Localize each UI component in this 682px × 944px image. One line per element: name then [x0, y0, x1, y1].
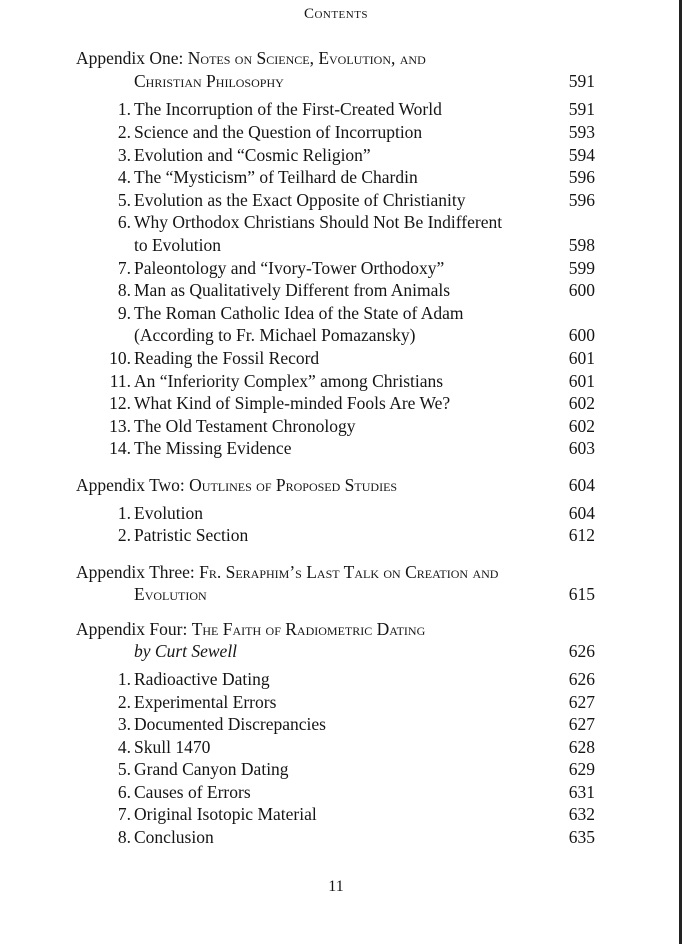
item-title: The Incorruption of the First-Created World — [134, 99, 442, 119]
item-title: Man as Qualitatively Different from Animals — [134, 280, 451, 300]
item-number: 14. — [109, 438, 131, 458]
item-page: 594 — [568, 145, 595, 165]
item-page: 604 — [568, 503, 595, 523]
item-number: 10. — [109, 348, 131, 368]
item-number: 9. — [117, 303, 131, 323]
item-title: Causes of Errors — [134, 782, 251, 802]
item-title: Original Isotopic Material — [134, 804, 317, 824]
appendix-prefix: Appendix Three: — [76, 562, 200, 582]
item-page: 596 — [568, 167, 595, 187]
page-number: 11 — [328, 878, 344, 895]
item-page: 635 — [568, 827, 595, 847]
item-number: 1. — [117, 669, 131, 689]
item-number: 2. — [117, 692, 131, 712]
page-header: Contents — [303, 6, 369, 22]
item-title: Patristic Section — [134, 525, 249, 545]
item-page: 598 — [568, 235, 595, 255]
item-title: Radioactive Dating — [134, 669, 270, 689]
item-page: 596 — [568, 190, 595, 210]
item-number: 6. — [117, 782, 131, 802]
appendix-page: 591 — [568, 71, 595, 91]
item-title: Documented Discrepancies — [134, 714, 326, 734]
appendix-title-cont: Evolution — [134, 584, 207, 604]
item-title-cont: (According to Fr. Michael Pomazansky) — [134, 325, 416, 345]
item-page: 628 — [568, 737, 595, 757]
item-page: 632 — [568, 804, 595, 824]
appendix-title: Fr. Seraphim’s Last Talk on Creation and — [199, 562, 499, 582]
appendix-two-heading — [76, 474, 397, 496]
item-number: 8. — [117, 280, 131, 300]
item-title: Reading the Fossil Record — [134, 348, 320, 368]
item-title: Why Orthodox Christians Should Not Be Indifferent — [134, 212, 503, 232]
item-page: 629 — [568, 759, 595, 779]
item-number: 1. — [117, 99, 131, 119]
item-title: An “Inferiority Complex” among Christians — [134, 371, 444, 391]
item-number: 5. — [117, 759, 131, 779]
appendix-page: 626 — [568, 641, 595, 661]
appendix-title-cont: Christian Philosophy — [134, 71, 284, 91]
item-page: 612 — [568, 525, 595, 545]
item-number: 3. — [117, 145, 131, 165]
item-title: Paleontology and “Ivory-Tower Orthodoxy” — [134, 258, 445, 278]
item-number: 6. — [117, 212, 131, 232]
item-number: 4. — [117, 167, 131, 187]
item-page: 602 — [568, 393, 595, 413]
item-title: Science and the Question of Incorruption — [134, 122, 423, 142]
item-number: 2. — [117, 525, 131, 545]
item-number: 8. — [117, 827, 131, 847]
item-title: Conclusion — [134, 827, 214, 847]
item-page: 600 — [568, 325, 595, 345]
item-page: 593 — [568, 122, 595, 142]
appendix-four-heading — [76, 618, 425, 640]
item-number: 2. — [117, 122, 131, 142]
item-title: Experimental Errors — [134, 692, 277, 712]
item-page: 591 — [568, 99, 595, 119]
item-number: 1. — [117, 503, 131, 523]
item-number: 5. — [117, 190, 131, 210]
item-title: The Old Testament Chronology — [134, 416, 356, 436]
item-title: The Missing Evidence — [134, 438, 292, 458]
item-number: 11. — [109, 371, 131, 391]
item-page: 601 — [568, 371, 595, 391]
item-page: 603 — [568, 438, 595, 458]
appendix-title: Notes on Science, Evolution, and — [187, 48, 426, 68]
appendix-one-heading — [76, 47, 426, 69]
item-title: The “Mysticism” of Teilhard de Chardin — [134, 167, 418, 187]
item-number: 13. — [109, 416, 131, 436]
appendix-three-heading — [76, 561, 498, 583]
item-page: 600 — [568, 280, 595, 300]
appendix-title: The Faith of Radiometric Dating — [191, 619, 426, 639]
item-title: What Kind of Simple-minded Fools Are We? — [134, 393, 451, 413]
item-title: Grand Canyon Dating — [134, 759, 289, 779]
item-number: 4. — [117, 737, 131, 757]
item-page: 631 — [568, 782, 595, 802]
item-title-cont: to Evolution — [134, 235, 222, 255]
appendix-byline: by Curt Sewell — [134, 641, 238, 661]
appendix-title: Outlines of Proposed Studies — [189, 475, 398, 495]
item-page: 599 — [568, 258, 595, 278]
item-number: 7. — [117, 258, 131, 278]
item-number: 3. — [117, 714, 131, 734]
item-number: 12. — [109, 393, 131, 413]
item-title: Evolution and “Cosmic Religion” — [134, 145, 371, 165]
item-title: The Roman Catholic Idea of the State of Adam — [134, 303, 464, 323]
item-page: 626 — [568, 669, 595, 689]
appendix-page: 604 — [568, 475, 595, 495]
appendix-prefix: Appendix Two: — [76, 475, 190, 495]
item-page: 627 — [568, 714, 595, 734]
appendix-page: 615 — [568, 584, 595, 604]
item-page: 627 — [568, 692, 595, 712]
item-title: Evolution — [134, 503, 204, 523]
item-page: 601 — [568, 348, 595, 368]
item-title: Skull 1470 — [134, 737, 211, 757]
appendix-prefix: Appendix One: — [76, 48, 188, 68]
item-page: 602 — [568, 416, 595, 436]
item-title: Evolution as the Exact Opposite of Christianity — [134, 190, 466, 210]
item-number: 7. — [117, 804, 131, 824]
appendix-prefix: Appendix Four: — [76, 619, 192, 639]
